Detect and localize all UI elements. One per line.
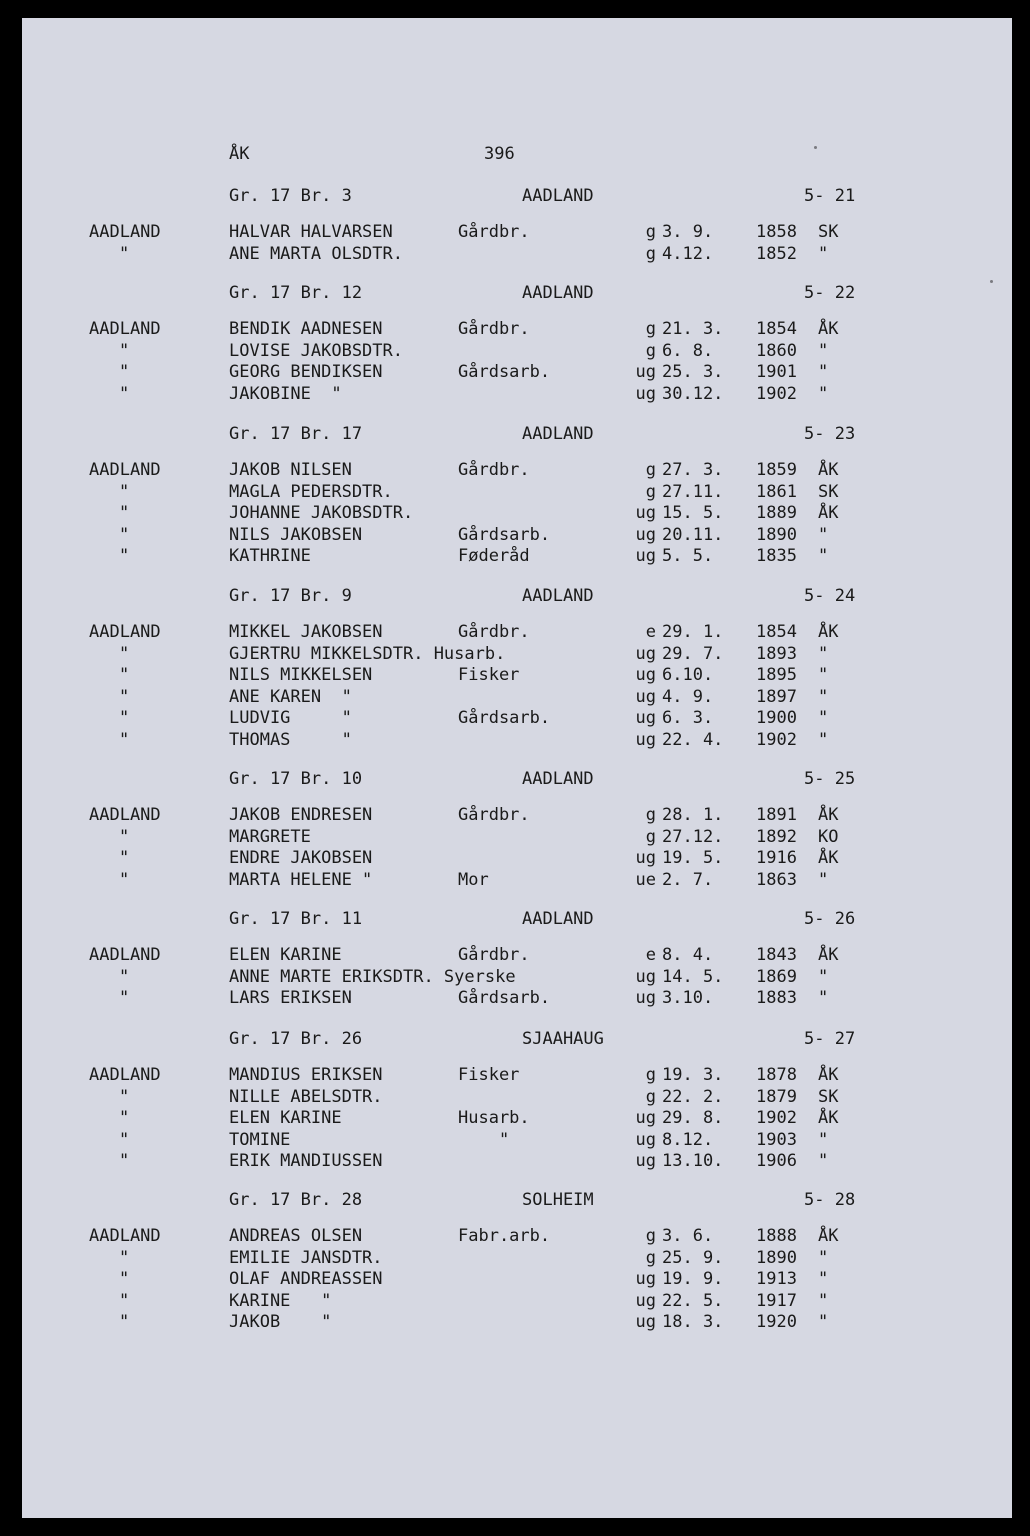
occupation-cell: Gårdbr. (458, 805, 530, 825)
birth-parish: " (818, 1130, 829, 1150)
scan-speck (814, 146, 817, 149)
group-title: Gr. 17 Br. 28 (229, 1190, 363, 1210)
place-cell: " (119, 687, 130, 707)
marital-status: ug (635, 525, 656, 545)
group-title: Gr. 17 Br. 26 (229, 1029, 363, 1049)
birth-date: 25. 9. (662, 1248, 724, 1268)
person-name: ELEN KARINE (229, 945, 342, 965)
birth-date: 25. 3. (662, 362, 724, 382)
person-name: BENDIK AADNESEN (229, 319, 383, 339)
birth-date: 19. 5. (662, 848, 724, 868)
person-name: KARINE " (229, 1291, 332, 1311)
birth-year: 1861 (756, 482, 797, 502)
birth-year: 1902 (756, 384, 797, 404)
person-name: GEORG BENDIKSEN (229, 362, 383, 382)
group-code: 5- 21 (804, 186, 856, 206)
birth-parish: " (818, 1269, 829, 1289)
person-name: LOVISE JAKOBSDTR. (229, 341, 403, 361)
birth-date: 29. 1. (662, 622, 724, 642)
person-name: JAKOBINE " (229, 384, 342, 404)
place-cell: " (119, 546, 130, 566)
birth-date: 29. 8. (662, 1108, 724, 1128)
person-name: ANE KAREN " (229, 687, 352, 707)
marital-status: g (645, 1087, 656, 1107)
birth-date: 21. 3. (662, 319, 724, 339)
person-name: NILS MIKKELSEN (229, 665, 373, 685)
birth-date: 8. 4. (662, 945, 714, 965)
place-cell: " (119, 525, 130, 545)
birth-date: 8.12. (662, 1130, 714, 1150)
marital-status: ug (635, 988, 656, 1008)
person-name: TOMINE (229, 1130, 291, 1150)
occupation-cell: Føderåd (458, 546, 530, 566)
marital-status: ug (635, 1108, 656, 1128)
birth-parish: ÅK (818, 1108, 839, 1128)
marital-status: ug (635, 1130, 656, 1150)
marital-status: ug (635, 384, 656, 404)
place-cell: " (119, 1269, 130, 1289)
birth-parish: " (818, 967, 829, 987)
place-cell: " (119, 503, 130, 523)
birth-date: 22. 2. (662, 1087, 724, 1107)
birth-year: 1883 (756, 988, 797, 1008)
birth-parish: ÅK (818, 1226, 839, 1246)
birth-year: 1854 (756, 622, 797, 642)
marital-status: g (645, 222, 656, 242)
birth-date: 20.11. (662, 525, 724, 545)
birth-year: 1903 (756, 1130, 797, 1150)
place-cell: AADLAND (89, 1065, 161, 1085)
person-name: JAKOB NILSEN (229, 460, 352, 480)
farm-name: AADLAND (522, 424, 594, 444)
birth-year: 1920 (756, 1312, 797, 1332)
birth-year: 1917 (756, 1291, 797, 1311)
place-cell: " (119, 482, 130, 502)
birth-parish: " (818, 244, 829, 264)
person-name: ERIK MANDIUSSEN (229, 1151, 383, 1171)
person-name: ENDRE JAKOBSEN (229, 848, 373, 868)
occupation-cell: Gårdbr. (458, 460, 530, 480)
marital-status: g (645, 1226, 656, 1246)
marital-status: ug (635, 1151, 656, 1171)
birth-year: 1878 (756, 1065, 797, 1085)
person-name: JAKOB ENDRESEN (229, 805, 373, 825)
birth-date: 3. 9. (662, 222, 714, 242)
birth-parish: " (818, 1151, 829, 1171)
birth-date: 27. 3. (662, 460, 724, 480)
birth-year: 1902 (756, 730, 797, 750)
place-cell: " (119, 341, 130, 361)
birth-parish: ÅK (818, 805, 839, 825)
birth-date: 19. 9. (662, 1269, 724, 1289)
marital-status: ug (635, 546, 656, 566)
person-name: MANDIUS ERIKSEN (229, 1065, 383, 1085)
marital-status: ug (635, 665, 656, 685)
place-cell: " (119, 708, 130, 728)
birth-parish: ÅK (818, 319, 839, 339)
birth-date: 15. 5. (662, 503, 724, 523)
birth-date: 6.10. (662, 665, 714, 685)
birth-date: 3.10. (662, 988, 714, 1008)
birth-year: 1913 (756, 1269, 797, 1289)
occupation-cell: Mor (458, 870, 489, 890)
place-cell: " (119, 988, 130, 1008)
birth-parish: " (818, 525, 829, 545)
marital-status: e (645, 622, 656, 642)
birth-year: 1889 (756, 503, 797, 523)
person-name: NILS JAKOBSEN (229, 525, 363, 545)
group-title: Gr. 17 Br. 9 (229, 586, 352, 606)
marital-status: ug (635, 1269, 656, 1289)
place-cell: " (119, 827, 130, 847)
person-name: LUDVIG " (229, 708, 352, 728)
place-cell: AADLAND (89, 622, 161, 642)
marital-status: ug (635, 730, 656, 750)
occupation-cell: Fabr.arb. (458, 1226, 551, 1246)
person-name: MAGLA PEDERSDTR. (229, 482, 393, 502)
occupation-cell: Gårdsarb. (458, 362, 551, 382)
birth-year: 1900 (756, 708, 797, 728)
birth-year: 1852 (756, 244, 797, 264)
person-name: NILLE ABELSDTR. (229, 1087, 383, 1107)
occupation-cell: Fisker (458, 1065, 520, 1085)
place-cell: " (119, 1312, 130, 1332)
birth-date: 27.12. (662, 827, 724, 847)
birth-parish: ÅK (818, 503, 839, 523)
place-cell: " (119, 665, 130, 685)
birth-date: 3. 6. (662, 1226, 714, 1246)
person-name: THOMAS " (229, 730, 352, 750)
marital-status: ug (635, 644, 656, 664)
marital-status: g (645, 1248, 656, 1268)
birth-year: 1890 (756, 525, 797, 545)
occupation-cell: Husarb. (458, 1108, 530, 1128)
birth-year: 1869 (756, 967, 797, 987)
birth-parish: " (818, 665, 829, 685)
place-cell: " (119, 362, 130, 382)
place-cell: AADLAND (89, 222, 161, 242)
person-name: ELEN KARINE (229, 1108, 342, 1128)
birth-parish: " (818, 870, 829, 890)
person-name: ANDREAS OLSEN (229, 1226, 363, 1246)
birth-date: 6. 3. (662, 708, 714, 728)
marital-status: ug (635, 362, 656, 382)
group-code: 5- 23 (804, 424, 856, 444)
birth-year: 1863 (756, 870, 797, 890)
place-cell: AADLAND (89, 805, 161, 825)
birth-year: 1891 (756, 805, 797, 825)
occupation-cell: Gårdbr. (458, 622, 530, 642)
marital-status: ug (635, 967, 656, 987)
occupation-cell: Gårdsarb. (458, 988, 551, 1008)
birth-date: 4.12. (662, 244, 714, 264)
birth-year: 1890 (756, 1248, 797, 1268)
birth-date: 13.10. (662, 1151, 724, 1171)
birth-parish: ÅK (818, 460, 839, 480)
birth-parish: " (818, 341, 829, 361)
marital-status: e (645, 945, 656, 965)
marital-status: g (645, 805, 656, 825)
place-cell: AADLAND (89, 945, 161, 965)
birth-parish: " (818, 362, 829, 382)
birth-date: 5. 5. (662, 546, 714, 566)
birth-parish: SK (818, 1087, 839, 1107)
occupation-cell: Fisker (458, 665, 520, 685)
birth-year: 1892 (756, 827, 797, 847)
marital-status: ug (635, 848, 656, 868)
marital-status: ue (635, 870, 656, 890)
birth-date: 6. 8. (662, 341, 714, 361)
birth-parish: ÅK (818, 622, 839, 642)
person-name: OLAF ANDREASSEN (229, 1269, 383, 1289)
person-name: KATHRINE (229, 546, 311, 566)
birth-parish: SK (818, 222, 839, 242)
marital-status: ug (635, 1312, 656, 1332)
birth-date: 18. 3. (662, 1312, 724, 1332)
birth-parish: " (818, 384, 829, 404)
group-title: Gr. 17 Br. 17 (229, 424, 363, 444)
person-name: MARTA HELENE " (229, 870, 373, 890)
person-name: JAKOB " (229, 1312, 332, 1332)
birth-date: 14. 5. (662, 967, 724, 987)
birth-year: 1897 (756, 687, 797, 707)
place-cell: " (119, 644, 130, 664)
birth-date: 30.12. (662, 384, 724, 404)
marital-status: g (645, 319, 656, 339)
farm-name: AADLAND (522, 909, 594, 929)
farm-name: AADLAND (522, 283, 594, 303)
birth-date: 2. 7. (662, 870, 714, 890)
occupation-cell: Gårdbr. (458, 945, 530, 965)
place-cell: " (119, 848, 130, 868)
group-code: 5- 24 (804, 586, 856, 606)
farm-name: AADLAND (522, 586, 594, 606)
marital-status: g (645, 827, 656, 847)
marital-status: g (645, 1065, 656, 1085)
person-name: LARS ERIKSEN (229, 988, 352, 1008)
place-cell: " (119, 1130, 130, 1150)
person-name: ANNE MARTE ERIKSDTR. Syerske (229, 967, 516, 987)
marital-status: ug (635, 1291, 656, 1311)
birth-parish: " (818, 1312, 829, 1332)
birth-date: 29. 7. (662, 644, 724, 664)
farm-name: AADLAND (522, 769, 594, 789)
farm-name: SOLHEIM (522, 1190, 594, 1210)
person-name: MARGRETE (229, 827, 311, 847)
birth-year: 1879 (756, 1087, 797, 1107)
birth-year: 1906 (756, 1151, 797, 1171)
birth-year: 1888 (756, 1226, 797, 1246)
birth-year: 1895 (756, 665, 797, 685)
birth-date: 4. 9. (662, 687, 714, 707)
group-title: Gr. 17 Br. 10 (229, 769, 363, 789)
person-name: JOHANNE JAKOBSDTR. (229, 503, 414, 523)
person-name: HALVAR HALVARSEN (229, 222, 393, 242)
place-cell: AADLAND (89, 1226, 161, 1246)
marital-status: g (645, 244, 656, 264)
occupation-cell: Gårdsarb. (458, 525, 551, 545)
birth-parish: " (818, 1291, 829, 1311)
place-cell: " (119, 1248, 130, 1268)
group-code: 5- 26 (804, 909, 856, 929)
birth-year: 1843 (756, 945, 797, 965)
place-cell: " (119, 1108, 130, 1128)
scan-speck (990, 280, 993, 283)
place-cell: " (119, 967, 130, 987)
place-cell: " (119, 870, 130, 890)
birth-parish: " (818, 1248, 829, 1268)
group-code: 5- 25 (804, 769, 856, 789)
occupation-cell: Gårdsarb. (458, 708, 551, 728)
group-title: Gr. 17 Br. 12 (229, 283, 363, 303)
birth-year: 1854 (756, 319, 797, 339)
person-name: ANE MARTA OLSDTR. (229, 244, 403, 264)
birth-date: 27.11. (662, 482, 724, 502)
birth-year: 1893 (756, 644, 797, 664)
farm-name: AADLAND (522, 186, 594, 206)
occupation-cell: Gårdbr. (458, 319, 530, 339)
birth-parish: " (818, 644, 829, 664)
place-cell: " (119, 384, 130, 404)
place-cell: " (119, 1087, 130, 1107)
place-cell: AADLAND (89, 460, 161, 480)
marital-status: g (645, 460, 656, 480)
birth-year: 1860 (756, 341, 797, 361)
place-cell: AADLAND (89, 319, 161, 339)
place-cell: " (119, 730, 130, 750)
birth-year: 1835 (756, 546, 797, 566)
document-page (22, 18, 1012, 1518)
birth-date: 22. 4. (662, 730, 724, 750)
occupation-cell: " (458, 1130, 510, 1150)
birth-parish: ÅK (818, 945, 839, 965)
page-number: 396 (484, 144, 515, 164)
birth-parish: SK (818, 482, 839, 502)
place-cell: " (119, 1291, 130, 1311)
birth-year: 1902 (756, 1108, 797, 1128)
birth-parish: " (818, 546, 829, 566)
marital-status: ug (635, 503, 656, 523)
occupation-cell: Gårdbr. (458, 222, 530, 242)
birth-parish: KO (818, 827, 839, 847)
birth-parish: " (818, 988, 829, 1008)
birth-year: 1901 (756, 362, 797, 382)
group-code: 5- 28 (804, 1190, 856, 1210)
birth-date: 22. 5. (662, 1291, 724, 1311)
place-cell: " (119, 1151, 130, 1171)
marital-status: g (645, 341, 656, 361)
group-title: Gr. 17 Br. 3 (229, 186, 352, 206)
marital-status: g (645, 482, 656, 502)
person-name: EMILIE JANSDTR. (229, 1248, 383, 1268)
birth-year: 1916 (756, 848, 797, 868)
birth-date: 19. 3. (662, 1065, 724, 1085)
person-name: GJERTRU MIKKELSDTR. Husarb. (229, 644, 506, 664)
group-title: Gr. 17 Br. 11 (229, 909, 363, 929)
marital-status: ug (635, 687, 656, 707)
person-name: MIKKEL JAKOBSEN (229, 622, 383, 642)
birth-parish: " (818, 687, 829, 707)
birth-parish: ÅK (818, 848, 839, 868)
marital-status: ug (635, 708, 656, 728)
birth-parish: " (818, 708, 829, 728)
birth-year: 1859 (756, 460, 797, 480)
group-code: 5- 22 (804, 283, 856, 303)
parish-code: ÅK (229, 144, 250, 164)
birth-year: 1858 (756, 222, 797, 242)
birth-parish: ÅK (818, 1065, 839, 1085)
group-code: 5- 27 (804, 1029, 856, 1049)
birth-date: 28. 1. (662, 805, 724, 825)
farm-name: SJAAHAUG (522, 1029, 604, 1049)
place-cell: " (119, 244, 130, 264)
birth-parish: " (818, 730, 829, 750)
